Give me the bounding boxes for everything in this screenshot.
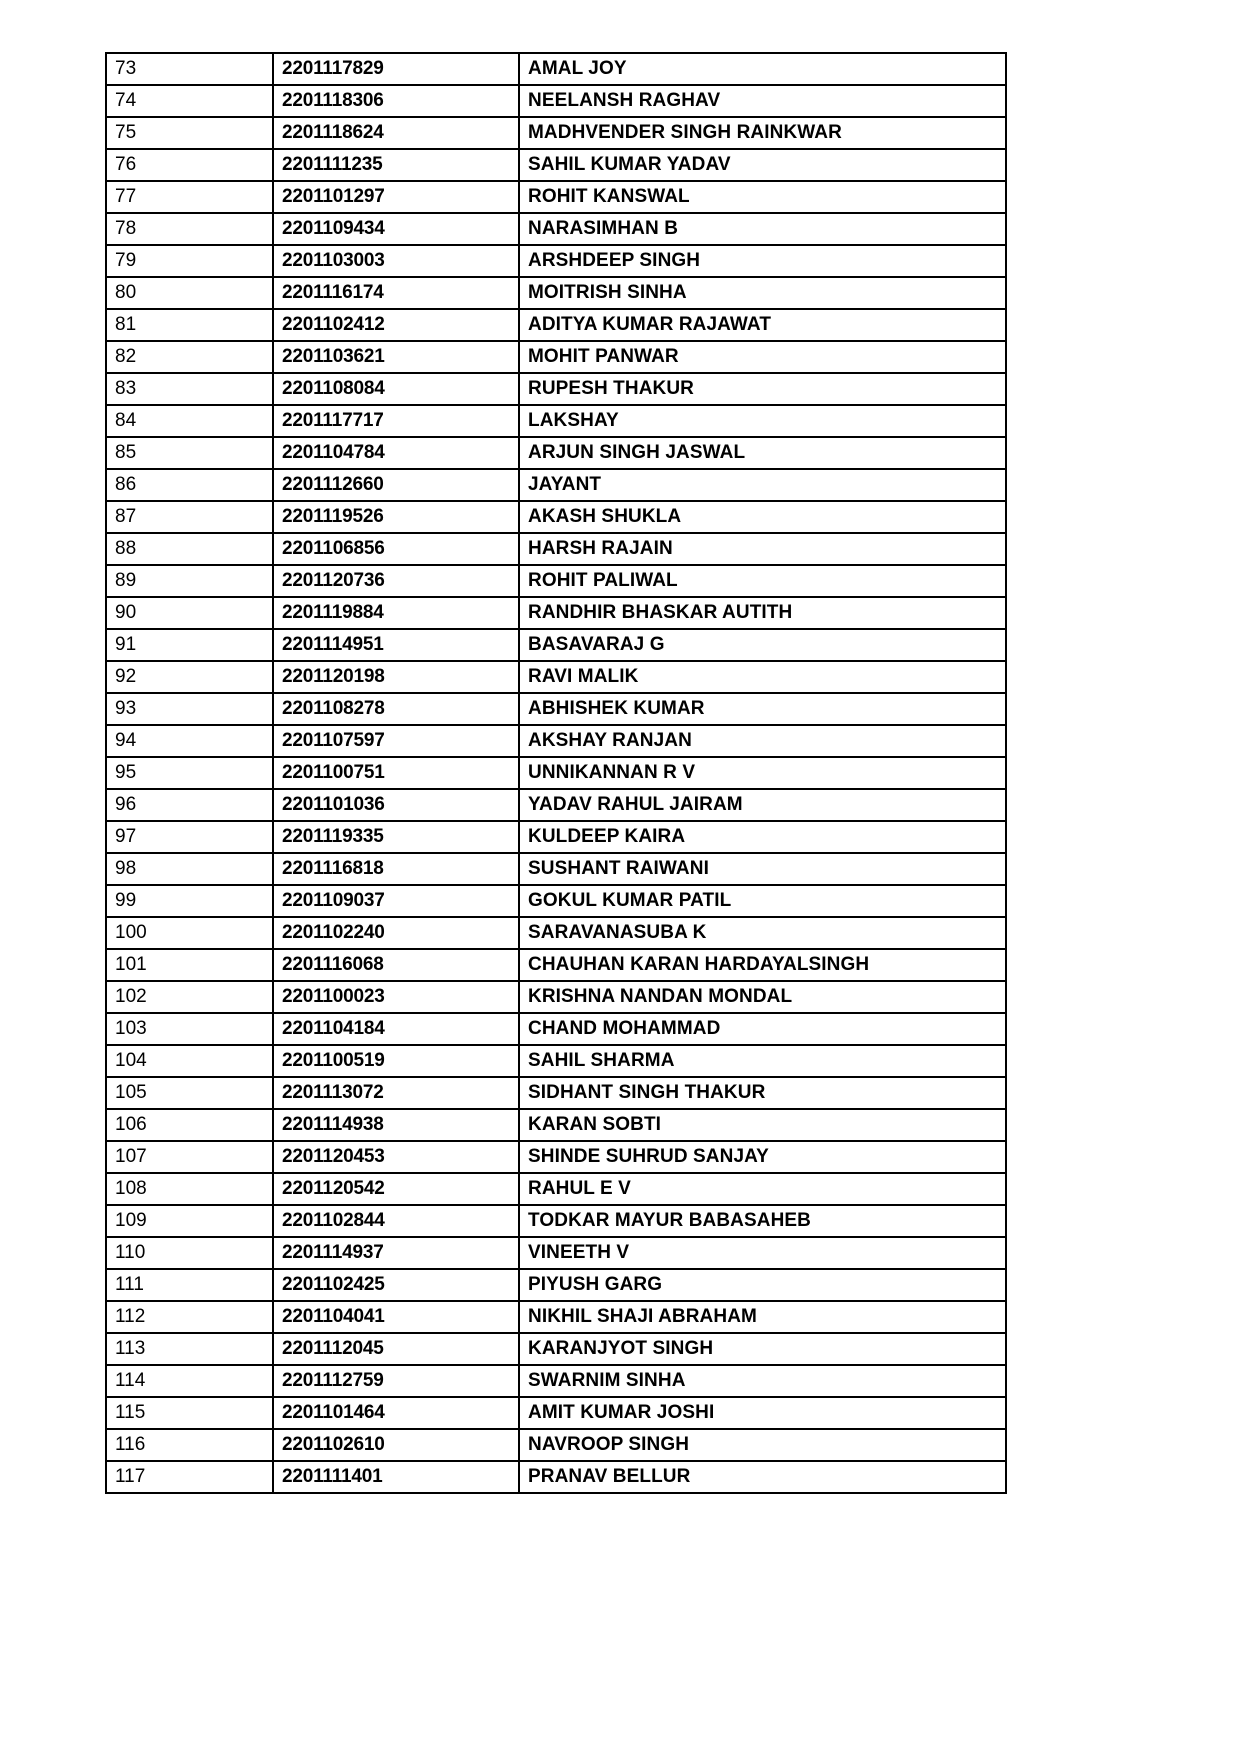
table-row — [106, 725, 1006, 757]
cell-serial-number: 117 — [106, 1461, 273, 1493]
cell-serial-number: 107 — [106, 1141, 273, 1173]
cell-roll-number: 2201106856 — [273, 533, 519, 565]
cell-roll-number: 2201119526 — [273, 501, 519, 533]
cell-candidate-name: AMIT KUMAR JOSHI — [519, 1397, 1006, 1429]
cell-serial-number: 108 — [106, 1173, 273, 1205]
cell-roll-number: 2201120198 — [273, 661, 519, 693]
cell-candidate-name: KARANJYOT SINGH — [519, 1333, 1006, 1365]
table-row — [106, 1141, 1006, 1173]
cell-candidate-name: CHAUHAN KARAN HARDAYALSINGH — [519, 949, 1006, 981]
cell-candidate-name: SAHIL SHARMA — [519, 1045, 1006, 1077]
table-row — [106, 949, 1006, 981]
cell-roll-number: 2201108278 — [273, 693, 519, 725]
cell-serial-number: 74 — [106, 85, 273, 117]
cell-candidate-name: ADITYA KUMAR RAJAWAT — [519, 309, 1006, 341]
cell-candidate-name: SARAVANASUBA K — [519, 917, 1006, 949]
cell-serial-number: 87 — [106, 501, 273, 533]
cell-roll-number: 2201116068 — [273, 949, 519, 981]
cell-candidate-name: SIDHANT SINGH THAKUR — [519, 1077, 1006, 1109]
cell-roll-number: 2201102425 — [273, 1269, 519, 1301]
table-row — [106, 277, 1006, 309]
cell-serial-number: 115 — [106, 1397, 273, 1429]
cell-serial-number: 78 — [106, 213, 273, 245]
table-row — [106, 757, 1006, 789]
table-row — [106, 1333, 1006, 1365]
cell-serial-number: 76 — [106, 149, 273, 181]
cell-candidate-name: TODKAR MAYUR BABASAHEB — [519, 1205, 1006, 1237]
cell-serial-number: 90 — [106, 597, 273, 629]
cell-roll-number: 2201103003 — [273, 245, 519, 277]
cell-roll-number: 2201120453 — [273, 1141, 519, 1173]
table-body — [106, 53, 1006, 1493]
table-row — [106, 853, 1006, 885]
cell-roll-number: 2201114937 — [273, 1237, 519, 1269]
cell-roll-number: 2201107597 — [273, 725, 519, 757]
cell-candidate-name: SAHIL KUMAR YADAV — [519, 149, 1006, 181]
table-row — [106, 1045, 1006, 1077]
cell-candidate-name: LAKSHAY — [519, 405, 1006, 437]
cell-roll-number: 2201114951 — [273, 629, 519, 661]
table-row — [106, 117, 1006, 149]
cell-candidate-name: MOITRISH SINHA — [519, 277, 1006, 309]
cell-candidate-name: UNNIKANNAN R V — [519, 757, 1006, 789]
table-row — [106, 213, 1006, 245]
cell-serial-number: 81 — [106, 309, 273, 341]
cell-candidate-name: NIKHIL SHAJI ABRAHAM — [519, 1301, 1006, 1333]
cell-candidate-name: ROHIT KANSWAL — [519, 181, 1006, 213]
cell-candidate-name: KRISHNA NANDAN MONDAL — [519, 981, 1006, 1013]
cell-serial-number: 105 — [106, 1077, 273, 1109]
cell-serial-number: 113 — [106, 1333, 273, 1365]
table-row — [106, 1397, 1006, 1429]
cell-candidate-name: VINEETH V — [519, 1237, 1006, 1269]
cell-candidate-name: RANDHIR BHASKAR AUTITH — [519, 597, 1006, 629]
cell-candidate-name: KULDEEP KAIRA — [519, 821, 1006, 853]
table-row — [106, 341, 1006, 373]
table-row — [106, 917, 1006, 949]
table-row — [106, 885, 1006, 917]
table-row — [106, 1237, 1006, 1269]
table-row — [106, 149, 1006, 181]
table-row — [106, 405, 1006, 437]
table-row — [106, 1109, 1006, 1141]
cell-roll-number: 2201100519 — [273, 1045, 519, 1077]
cell-roll-number: 2201101036 — [273, 789, 519, 821]
cell-roll-number: 2201111401 — [273, 1461, 519, 1493]
table-row — [106, 469, 1006, 501]
cell-roll-number: 2201111235 — [273, 149, 519, 181]
cell-serial-number: 103 — [106, 1013, 273, 1045]
cell-serial-number: 104 — [106, 1045, 273, 1077]
cell-serial-number: 77 — [106, 181, 273, 213]
cell-roll-number: 2201108084 — [273, 373, 519, 405]
cell-roll-number: 2201104784 — [273, 437, 519, 469]
cell-roll-number: 2201100751 — [273, 757, 519, 789]
cell-candidate-name: SWARNIM SINHA — [519, 1365, 1006, 1397]
cell-serial-number: 73 — [106, 53, 273, 85]
cell-candidate-name: KARAN SOBTI — [519, 1109, 1006, 1141]
table-row — [106, 1077, 1006, 1109]
cell-roll-number: 2201112045 — [273, 1333, 519, 1365]
table-row — [106, 1205, 1006, 1237]
cell-roll-number: 2201112660 — [273, 469, 519, 501]
table-row — [106, 245, 1006, 277]
cell-candidate-name: NEELANSH RAGHAV — [519, 85, 1006, 117]
cell-serial-number: 83 — [106, 373, 273, 405]
cell-serial-number: 75 — [106, 117, 273, 149]
cell-roll-number: 2201102610 — [273, 1429, 519, 1461]
cell-candidate-name: ARSHDEEP SINGH — [519, 245, 1006, 277]
table-row — [106, 1301, 1006, 1333]
cell-serial-number: 99 — [106, 885, 273, 917]
table-row — [106, 789, 1006, 821]
cell-serial-number: 84 — [106, 405, 273, 437]
cell-serial-number: 86 — [106, 469, 273, 501]
cell-roll-number: 2201116818 — [273, 853, 519, 885]
cell-serial-number: 116 — [106, 1429, 273, 1461]
cell-serial-number: 91 — [106, 629, 273, 661]
cell-serial-number: 111 — [106, 1269, 273, 1301]
cell-roll-number: 2201102844 — [273, 1205, 519, 1237]
cell-candidate-name: AMAL JOY — [519, 53, 1006, 85]
cell-serial-number: 89 — [106, 565, 273, 597]
cell-candidate-name: MADHVENDER SINGH RAINKWAR — [519, 117, 1006, 149]
table-row — [106, 1269, 1006, 1301]
candidate-table-container — [105, 52, 1005, 1494]
table-row — [106, 533, 1006, 565]
table-row — [106, 1429, 1006, 1461]
cell-serial-number: 92 — [106, 661, 273, 693]
cell-candidate-name: AKSHAY RANJAN — [519, 725, 1006, 757]
table-row — [106, 1365, 1006, 1397]
cell-serial-number: 97 — [106, 821, 273, 853]
cell-candidate-name: SUSHANT RAIWANI — [519, 853, 1006, 885]
cell-roll-number: 2201102240 — [273, 917, 519, 949]
cell-candidate-name: ABHISHEK KUMAR — [519, 693, 1006, 725]
cell-roll-number: 2201101464 — [273, 1397, 519, 1429]
table-row — [106, 565, 1006, 597]
cell-roll-number: 2201117717 — [273, 405, 519, 437]
cell-serial-number: 102 — [106, 981, 273, 1013]
cell-candidate-name: HARSH RAJAIN — [519, 533, 1006, 565]
table-row — [106, 693, 1006, 725]
cell-roll-number: 2201104041 — [273, 1301, 519, 1333]
cell-serial-number: 88 — [106, 533, 273, 565]
cell-candidate-name: GOKUL KUMAR PATIL — [519, 885, 1006, 917]
cell-serial-number: 95 — [106, 757, 273, 789]
cell-roll-number: 2201120542 — [273, 1173, 519, 1205]
cell-roll-number: 2201109434 — [273, 213, 519, 245]
table-row — [106, 1173, 1006, 1205]
table-row — [106, 981, 1006, 1013]
cell-serial-number: 100 — [106, 917, 273, 949]
cell-roll-number: 2201113072 — [273, 1077, 519, 1109]
cell-candidate-name: RAHUL E V — [519, 1173, 1006, 1205]
table-row — [106, 373, 1006, 405]
cell-candidate-name: NARASIMHAN B — [519, 213, 1006, 245]
cell-roll-number: 2201114938 — [273, 1109, 519, 1141]
cell-serial-number: 94 — [106, 725, 273, 757]
table-row — [106, 85, 1006, 117]
table-row — [106, 309, 1006, 341]
table-row — [106, 181, 1006, 213]
cell-roll-number: 2201117829 — [273, 53, 519, 85]
cell-candidate-name: CHAND MOHAMMAD — [519, 1013, 1006, 1045]
cell-roll-number: 2201120736 — [273, 565, 519, 597]
cell-roll-number: 2201101297 — [273, 181, 519, 213]
cell-serial-number: 93 — [106, 693, 273, 725]
table-row — [106, 1013, 1006, 1045]
cell-candidate-name: ROHIT PALIWAL — [519, 565, 1006, 597]
cell-roll-number: 2201112759 — [273, 1365, 519, 1397]
cell-roll-number: 2201102412 — [273, 309, 519, 341]
cell-serial-number: 82 — [106, 341, 273, 373]
table-row — [106, 597, 1006, 629]
cell-serial-number: 79 — [106, 245, 273, 277]
cell-candidate-name: JAYANT — [519, 469, 1006, 501]
cell-serial-number: 101 — [106, 949, 273, 981]
table-row — [106, 53, 1006, 85]
cell-candidate-name: NAVROOP SINGH — [519, 1429, 1006, 1461]
cell-serial-number: 112 — [106, 1301, 273, 1333]
cell-candidate-name: YADAV RAHUL JAIRAM — [519, 789, 1006, 821]
cell-serial-number: 80 — [106, 277, 273, 309]
cell-candidate-name: MOHIT PANWAR — [519, 341, 1006, 373]
cell-candidate-name: ARJUN SINGH JASWAL — [519, 437, 1006, 469]
cell-candidate-name: PIYUSH GARG — [519, 1269, 1006, 1301]
table-row — [106, 821, 1006, 853]
cell-candidate-name: RAVI MALIK — [519, 661, 1006, 693]
cell-serial-number: 96 — [106, 789, 273, 821]
cell-roll-number: 2201118306 — [273, 85, 519, 117]
cell-candidate-name: PRANAV BELLUR — [519, 1461, 1006, 1493]
cell-serial-number: 85 — [106, 437, 273, 469]
cell-candidate-name: AKASH SHUKLA — [519, 501, 1006, 533]
table-row — [106, 661, 1006, 693]
cell-candidate-name: BASAVARAJ G — [519, 629, 1006, 661]
candidate-list-table — [105, 52, 1007, 1494]
table-row — [106, 501, 1006, 533]
cell-roll-number: 2201116174 — [273, 277, 519, 309]
cell-roll-number: 2201109037 — [273, 885, 519, 917]
table-row — [106, 629, 1006, 661]
cell-candidate-name: SHINDE SUHRUD SANJAY — [519, 1141, 1006, 1173]
cell-roll-number: 2201118624 — [273, 117, 519, 149]
cell-roll-number: 2201100023 — [273, 981, 519, 1013]
cell-roll-number: 2201119884 — [273, 597, 519, 629]
cell-serial-number: 109 — [106, 1205, 273, 1237]
cell-serial-number: 114 — [106, 1365, 273, 1397]
cell-serial-number: 106 — [106, 1109, 273, 1141]
cell-roll-number: 2201103621 — [273, 341, 519, 373]
table-row — [106, 1461, 1006, 1493]
cell-roll-number: 2201104184 — [273, 1013, 519, 1045]
cell-serial-number: 98 — [106, 853, 273, 885]
table-row — [106, 437, 1006, 469]
cell-serial-number: 110 — [106, 1237, 273, 1269]
cell-roll-number: 2201119335 — [273, 821, 519, 853]
cell-candidate-name: RUPESH THAKUR — [519, 373, 1006, 405]
